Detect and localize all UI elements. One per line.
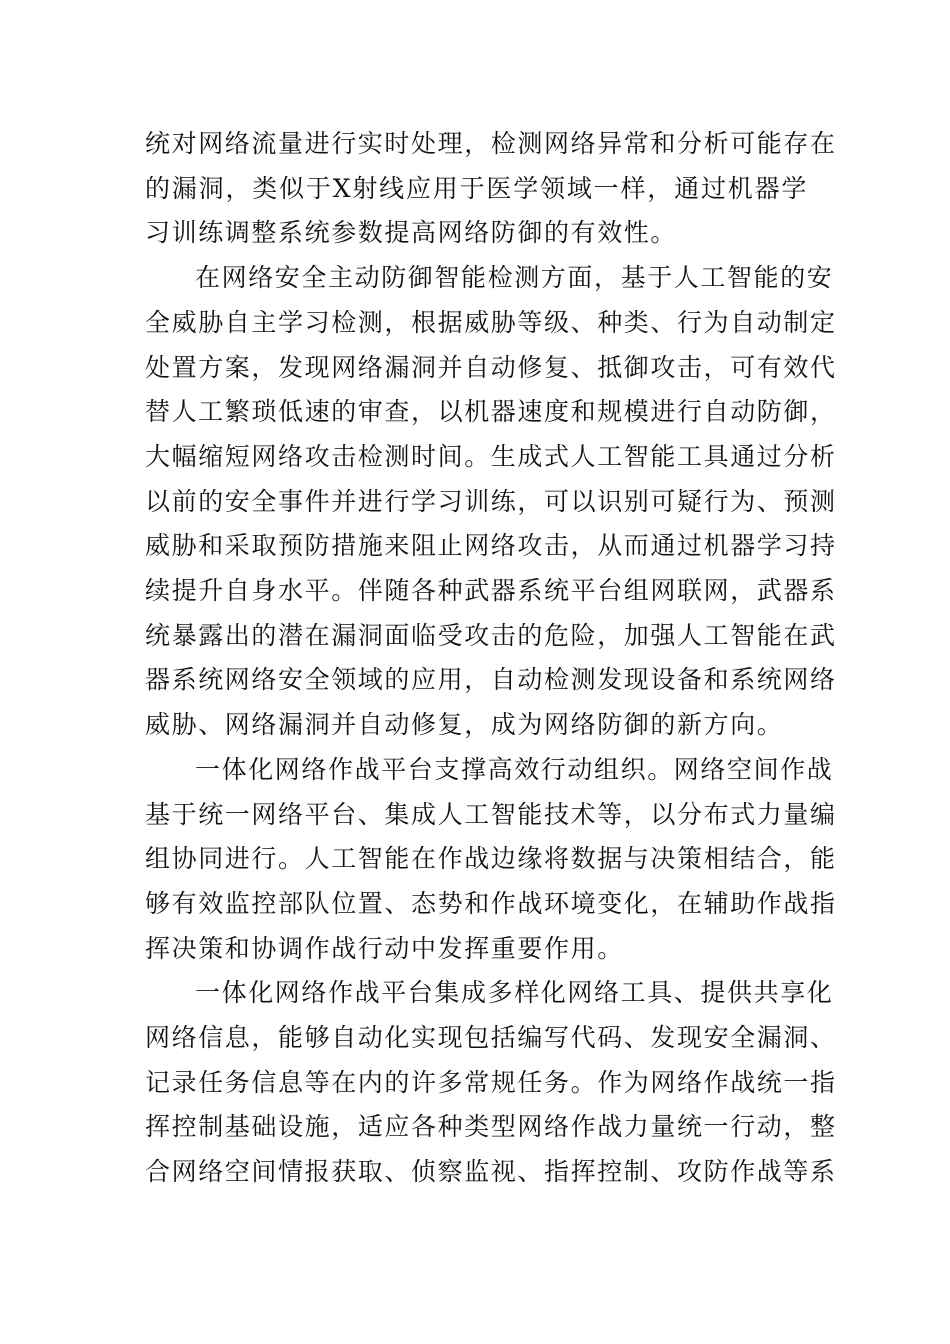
text-line: 以前的安全事件并进行学习训练，可以识别可疑行为、预测: [145, 486, 837, 516]
paragraph-2: [145, 256, 837, 748]
text-line: 统暴露出的潜在漏洞面临受攻击的危险，加强人工智能在武: [145, 620, 837, 650]
text-line: 合网络空间情报获取、侦察监视、指挥控制、攻防作战等系: [145, 1157, 837, 1187]
text-line: 网络信息，能够自动化实现包括编写代码、发现安全漏洞、: [145, 1023, 837, 1053]
text-line: 续提升自身水平。伴随各种武器系统平台组网联网，武器系: [145, 576, 837, 606]
text-line: 全威胁自主学习检测，根据威胁等级、种类、行为自动制定: [145, 307, 837, 337]
paragraph-1: [145, 122, 837, 256]
text-line: 挥决策和协调作战行动中发挥重要作用。: [145, 933, 624, 963]
text-line: 一体化网络作战平台支撑高效行动组织。网络空间作战: [195, 754, 834, 784]
text-line: 替人工繁琐低速的审查，以机器速度和规模进行自动防御，: [145, 397, 837, 427]
text-line: 威胁、网络漏洞并自动修复，成为网络防御的新方向。: [145, 710, 784, 740]
text-line: 习训练调整系统参数提高网络防御的有效性。: [145, 218, 678, 248]
text-line: 够有效监控部队位置、态势和作战环境变化，在辅助作战指: [145, 888, 837, 918]
text-line: 器系统网络安全领域的应用，自动检测发现设备和系统网络: [145, 665, 837, 695]
paragraph-3: [145, 748, 837, 972]
text-line: 大幅缩短网络攻击检测时间。生成式人工智能工具通过分析: [145, 441, 837, 471]
text-line: 在网络安全主动防御智能检测方面，基于人工智能的安: [195, 263, 834, 293]
text-line: 的漏洞，类似于X射线应用于医学领域一样，通过机器学: [145, 173, 808, 203]
paragraph-4: [145, 971, 837, 1195]
text-line: 威胁和采取预防措施来阻止网络攻击，从而通过机器学习持: [145, 531, 837, 561]
text-line: 统对网络流量进行实时处理，检测网络异常和分析可能存在: [145, 129, 837, 158]
text-line: 组协同进行。人工智能在作战边缘将数据与决策相结合，能: [145, 844, 837, 874]
text-line: 一体化网络作战平台集成多样化网络工具、提供共享化: [195, 978, 834, 1008]
body-text: [145, 122, 837, 1195]
text-line: 基于统一网络平台、集成人工智能技术等，以分布式力量编: [145, 799, 837, 829]
text-line: 挥控制基础设施，适应各种类型网络作战力量统一行动，整: [145, 1112, 837, 1142]
text-line: 处置方案，发现网络漏洞并自动修复、抵御攻击，可有效代: [145, 352, 837, 382]
text-line: 记录任务信息等在内的许多常规任务。作为网络作战统一指: [145, 1067, 837, 1097]
